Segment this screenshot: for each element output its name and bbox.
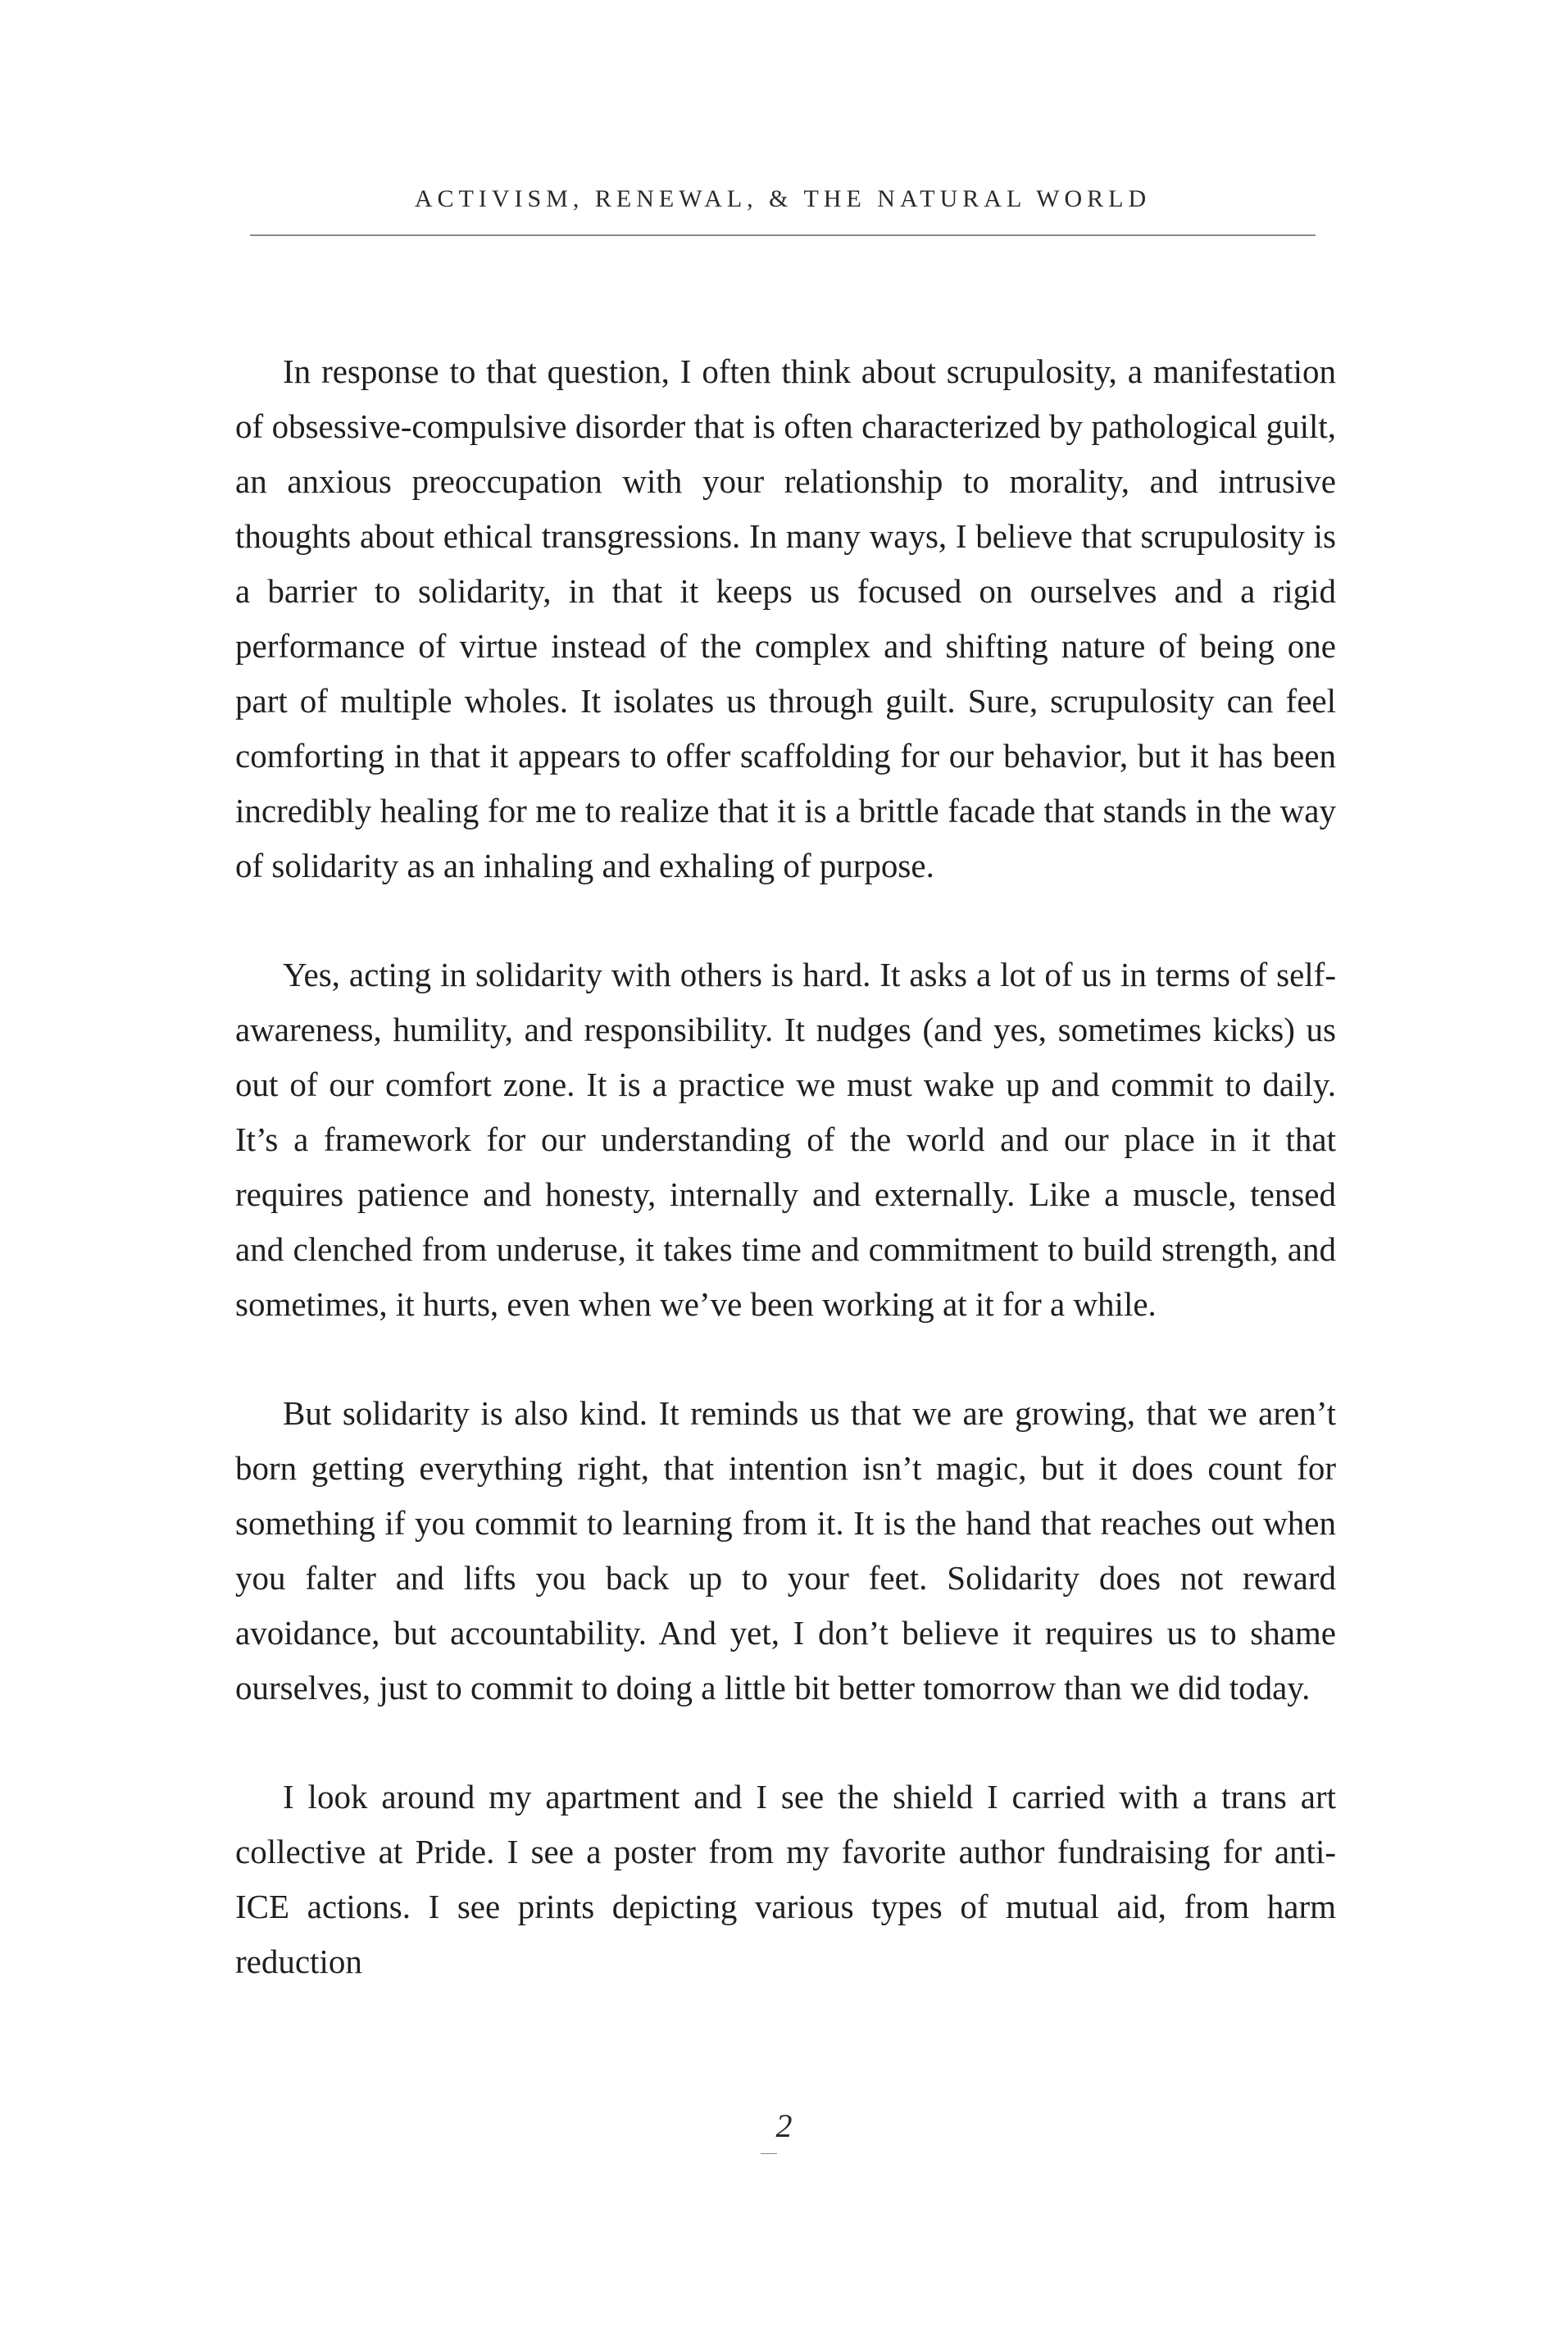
page-number-underline (761, 2153, 777, 2154)
running-head: ACTIVISM, RENEWAL, & THE NATURAL WORLD (414, 185, 1152, 212)
paragraph-2: Yes, acting in solidarity with others is hard. It asks a lot of us in terms of self-awareness, humility, and responsibility. It nudges (and yes, sometimes kicks) us out of our comfort zone. It is a practice we must wake up and commit to daily. It’s a framework for our understanding of the world and our place in it that requires patience and honesty, internally and externally. Like a muscle, tensed and clenched from underuse, it takes time and commitment to build strength, and sometimes, it hurts, even when we’ve been working at it for a while. (235, 956, 1336, 1323)
body-text (235, 344, 1336, 2043)
paragraph-4: I look around my apartment and I see the shield I carried with a trans art collective at Pride. I see a poster from my favorite author fundraising for anti-ICE actions. I see prints depicting various types of mutual aid, from harm reduction (235, 1778, 1336, 1980)
page-number: 2 (775, 2107, 793, 2144)
paragraph-1: In response to that question, I often think about scrupulosity, a manifestation of obsessive-compulsive disorder that is often characterized by pathological guilt, an anxious preoccupation with your relationship to morality, and intrusive thoughts about ethical transgressions. In many ways, I believe that scrupulosity is a barrier to solidarity, in that it keeps us focused on ourselves and a rigid performance of virtue instead of the complex and shifting nature of being one part of multiple wholes. It isolates us through guilt. Sure, scrupulosity can feel comforting in that it appears to offer scaffolding for our behavior, but it has been incredibly healing for me to realize that it is a brittle facade that stands in the way of solidarity as an inhaling and exhaling of purpose. (235, 352, 1336, 884)
header-rule (250, 234, 1316, 236)
paragraph-3: But solidarity is also kind. It reminds us that we are growing, that we aren’t born getting everything right, that intention isn’t magic, but it does count for something if you commit to learning from it. It is the hand that reaches out when you falter and lifts you back up to your feet. Solidarity does not reward avoidance, but accountability. And yet, I don’t believe it requires us to shame ourselves, just to commit to doing a little bit better tomorrow than we did today. (235, 1394, 1336, 1707)
